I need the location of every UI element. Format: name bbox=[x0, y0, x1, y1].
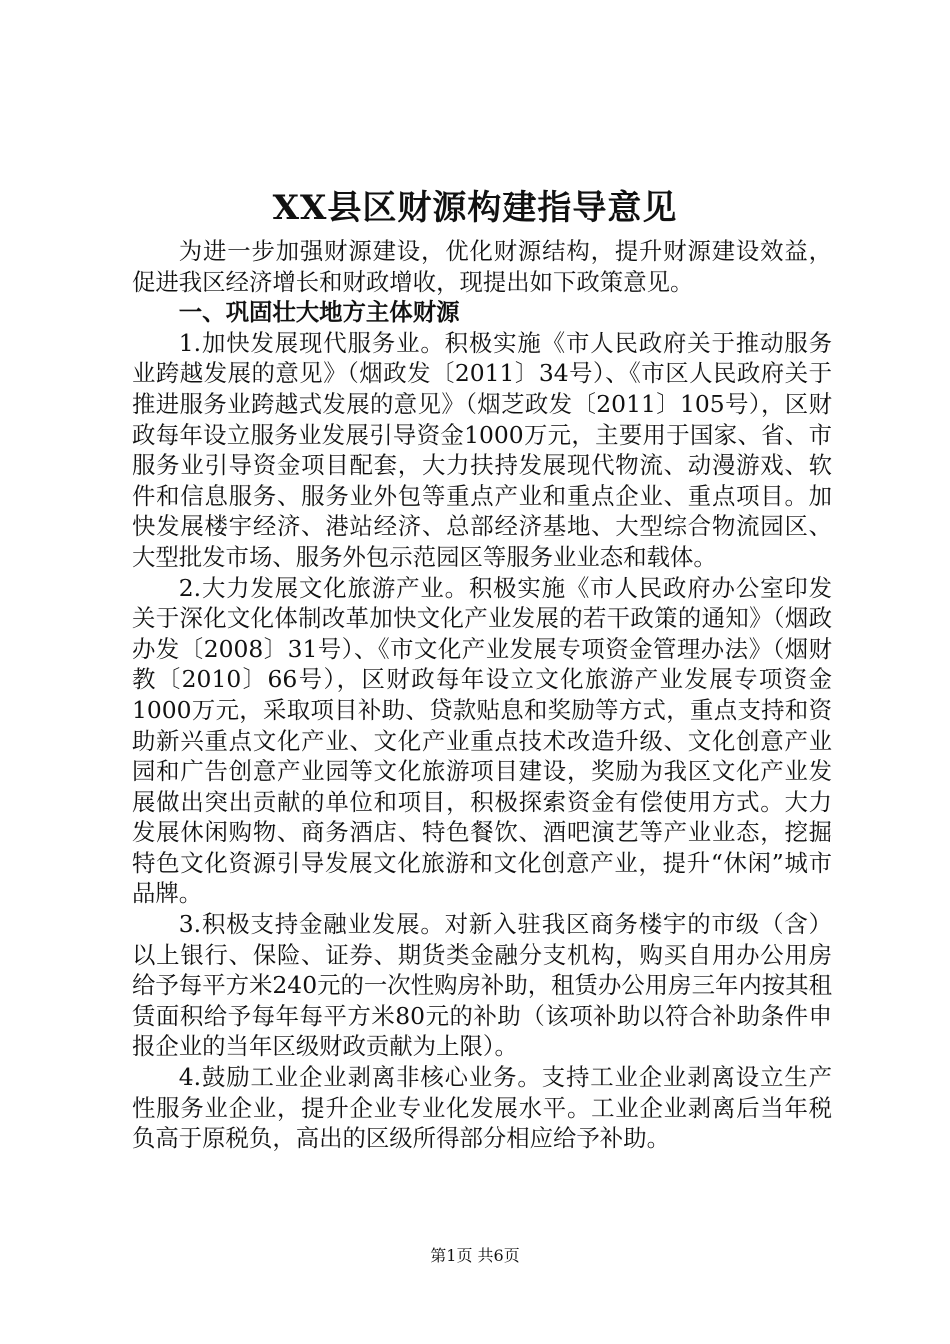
body-paragraph: 3.积极支持金融业发展。对新入驻我区商务楼宇的市级（含）以上银行、保险、证券、期货类金融分支机构，购买自用办公用房给予每平方米240元的一次性购房补助，租赁办公用房三年内按其租赁面积给予每年每平方米80元的补助（该项补助以符合补助条件申报企业的当年区级财政贡献为上限）。 bbox=[132, 910, 832, 1061]
body-paragraph: 1.加快发展现代服务业。积极实施《市人民政府关于推动服务业跨越发展的意见》（烟政发〔2011〕34号）、《市区人民政府关于推进服务业跨越式发展的意见》（烟芝政发〔2011〕105号），区财政每年设立服务业发展引导资金1000万元，主要用于国家、省、市服务业引导资金项目配套，大力扶持发展现代物流、动漫游戏、软件和信息服务、服务业外包等重点产业和重点企业、重点项目。加快发展楼宇经济、港站经济、总部经济基地、大型综合物流园区、大型批发市场、服务外包示范园区等服务业业态和载体。 bbox=[132, 328, 832, 571]
document-body bbox=[132, 236, 832, 1154]
document-title: XX县区财源构建指导意见 bbox=[272, 188, 678, 228]
body-paragraph: 2.大力发展文化旅游产业。积极实施《市人民政府办公室印发关于深化文化体制改革加快文化产业发展的若干政策的通知》（烟政办发〔2008〕31号）、《市文化产业发展专项资金管理办法》（烟财教〔2010〕66号），区财政每年设立文化旅游产业发展专项资金1000万元，采取项目补助、贷款贴息和奖励等方式，重点支持和资助新兴重点文化产业、文化产业重点技术改造升级、文化创意产业园和广告创意产业园等文化旅游项目建设，奖励为我区文化产业发展做出突出贡献的单位和项目，积极探索资金有偿使用方式。大力发展休闲购物、商务酒店、特色餐饮、酒吧演艺等产业业态，挖掘特色文化资源引导发展文化旅游和文化创意产业，提升“休闲”城市品牌。 bbox=[132, 573, 832, 908]
page-footer: 第1页 共6页 bbox=[430, 1246, 520, 1265]
section-heading: 一、巩固壮大地方主体财源 bbox=[178, 298, 460, 327]
intro-paragraph: 为进一步加强财源建设，优化财源结构，提升财源建设效益，促进我区经济增长和财政增收，现提出如下政策意见。 bbox=[132, 237, 832, 296]
body-paragraph: 4.鼓励工业企业剥离非核心业务。支持工业企业剥离设立生产性服务业企业，提升企业专业化发展水平。工业企业剥离后当年税负高于原税负，高出的区级所得部分相应给予补助。 bbox=[132, 1063, 832, 1153]
